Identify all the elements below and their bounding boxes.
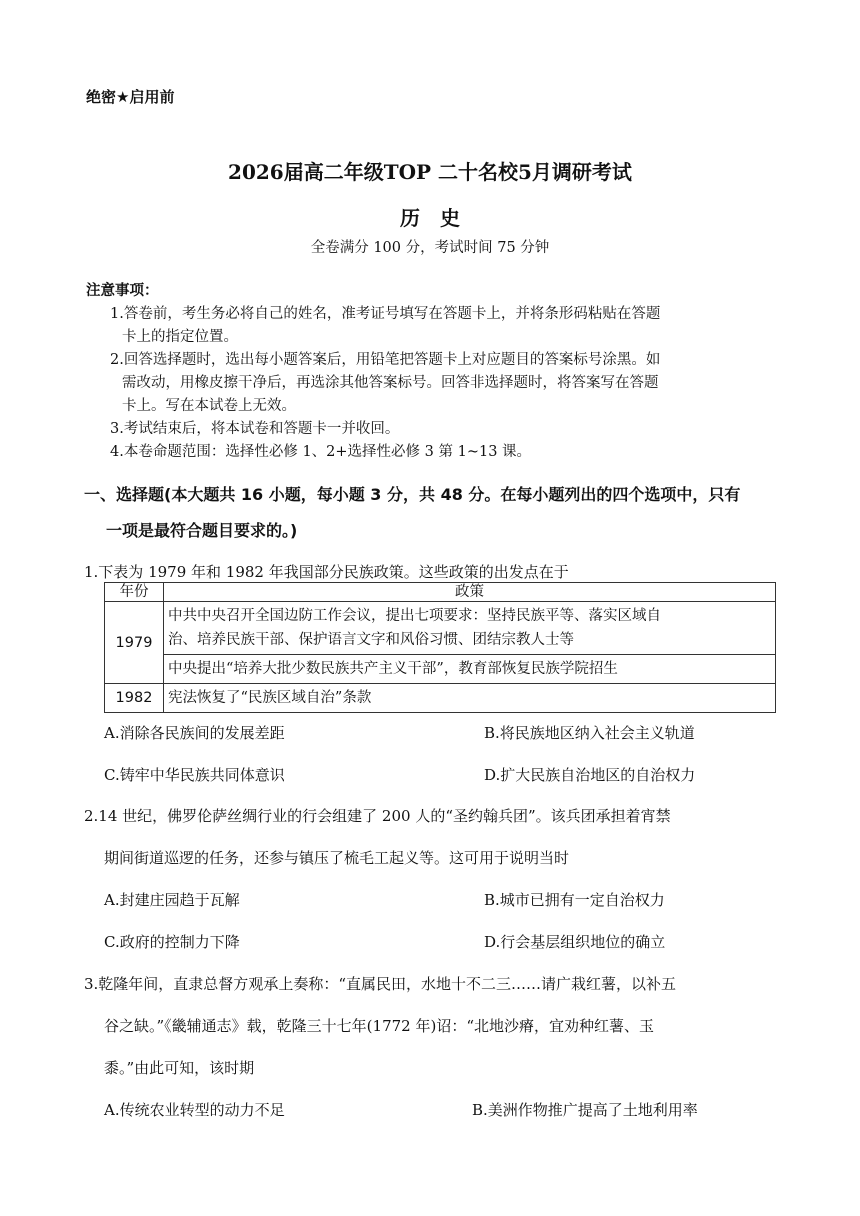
policy-1979-b-cell: 中央提出“培养大批少数民族共产主义干部”，教育部恢复民族学院招生	[164, 655, 776, 684]
q2-option-b[interactable]: B.城市已拥有一定自治权力	[484, 891, 665, 909]
q2-option-c[interactable]: C.政府的控制力下降	[104, 933, 240, 951]
q1-option-d[interactable]: D.扩大民族自治地区的自治权力	[484, 766, 696, 784]
q1-option-a[interactable]: A.消除各民族间的发展差距	[104, 724, 285, 742]
q3-option-a[interactable]: A.传统农业转型的动力不足	[104, 1101, 285, 1119]
policy-1979-a-line2: 治、培养民族干部、保护语言文字和风俗习惯、团结宗教人士等	[168, 632, 574, 648]
secret-mark: 绝密★启用前	[86, 88, 175, 106]
note-item-2-cont: 需改动，用橡皮擦干净后，再选涂其他答案标号。回答非选择题时，将答案写在答题	[122, 375, 659, 391]
q1-stem: 1.下表为 1979 年和 1982 年我国部分民族政策。这些政策的出发点在于	[84, 563, 569, 581]
q2-option-d[interactable]: D.行会基层组织地位的确立	[484, 933, 666, 951]
table-row	[105, 602, 776, 655]
table-header-row	[105, 583, 776, 602]
exam-title: 2026届高二年级TOP 二十名校5月调研考试	[228, 160, 632, 184]
note-item-4: 4.本卷命题范围：选择性必修 1、2+选择性必修 3 第 1~13 课。	[110, 444, 532, 460]
note-item-2: 2.回答选择题时，选出每小题答案后，用铅笔把答题卡上对应题目的答案标号涂黑。如	[110, 352, 661, 368]
section-heading-line1: 一、选择题(本大题共 16 小题，每小题 3 分，共 48 分。在每小题列出的四个选项中，只有	[84, 485, 741, 504]
q2-stem-line1: 2.14 世纪，佛罗伦萨丝绸行业的行会组建了 200 人的“圣约翰兵团”。该兵团承担着宵禁	[84, 807, 671, 825]
q3-stem-line1: 3.乾隆年间，直隶总督方观承上奏称：“直属民田，水地十不二三……请广栽红薯，以补五	[84, 975, 676, 993]
q3-stem-line2: 谷之缺。”《畿辅通志》载，乾隆三十七年(1772 年)诏：“北地沙瘠，宜劝种红薯、玉	[104, 1017, 654, 1035]
note-item-1: 1.答卷前，考生务必将自己的姓名，准考证号填写在答题卡上，并将条形码粘贴在答题	[110, 306, 661, 322]
note-item-1-cont: 卡上的指定位置。	[122, 329, 238, 345]
col-policy-header: 政策	[164, 583, 776, 602]
col-year-header: 年份	[105, 583, 164, 602]
policy-1979-a-line1: 中共中央召开全国边防工作会议，提出七项要求：坚持民族平等、落实区域自	[168, 608, 661, 624]
table-row	[105, 655, 776, 684]
notes-title: 注意事项：	[86, 283, 159, 299]
q3-stem-line3: 黍。”由此可知，该时期	[104, 1059, 255, 1077]
table-row	[105, 684, 776, 713]
q1-option-c[interactable]: C.铸牢中华民族共同体意识	[104, 766, 285, 784]
year-1979-cell: 1979	[105, 602, 164, 684]
policy-1979-a-cell	[164, 602, 776, 655]
q2-stem-line2: 期间街道巡逻的任务，还参与镇压了梳毛工起义等。这可用于说明当时	[104, 849, 570, 867]
q1-option-b[interactable]: B.将民族地区纳入社会主义轨道	[484, 724, 695, 742]
exam-info: 全卷满分 100 分，考试时间 75 分钟	[310, 240, 550, 256]
note-item-2-cont2: 卡上。写在本试卷上无效。	[122, 398, 296, 414]
note-item-3: 3.考试结束后，将本试卷和答题卡一并收回。	[110, 421, 400, 437]
q3-option-b[interactable]: B.美洲作物推广提高了土地利用率	[472, 1101, 698, 1119]
policy-1982-cell: 宪法恢复了“民族区域自治”条款	[164, 684, 776, 713]
section-heading-line2: 一项是最符合题目要求的。)	[106, 521, 298, 540]
year-1982-cell: 1982	[105, 684, 164, 713]
subject-title: 历 史	[400, 206, 460, 230]
q2-option-a[interactable]: A.封建庄园趋于瓦解	[104, 891, 240, 909]
policy-table	[104, 582, 776, 713]
